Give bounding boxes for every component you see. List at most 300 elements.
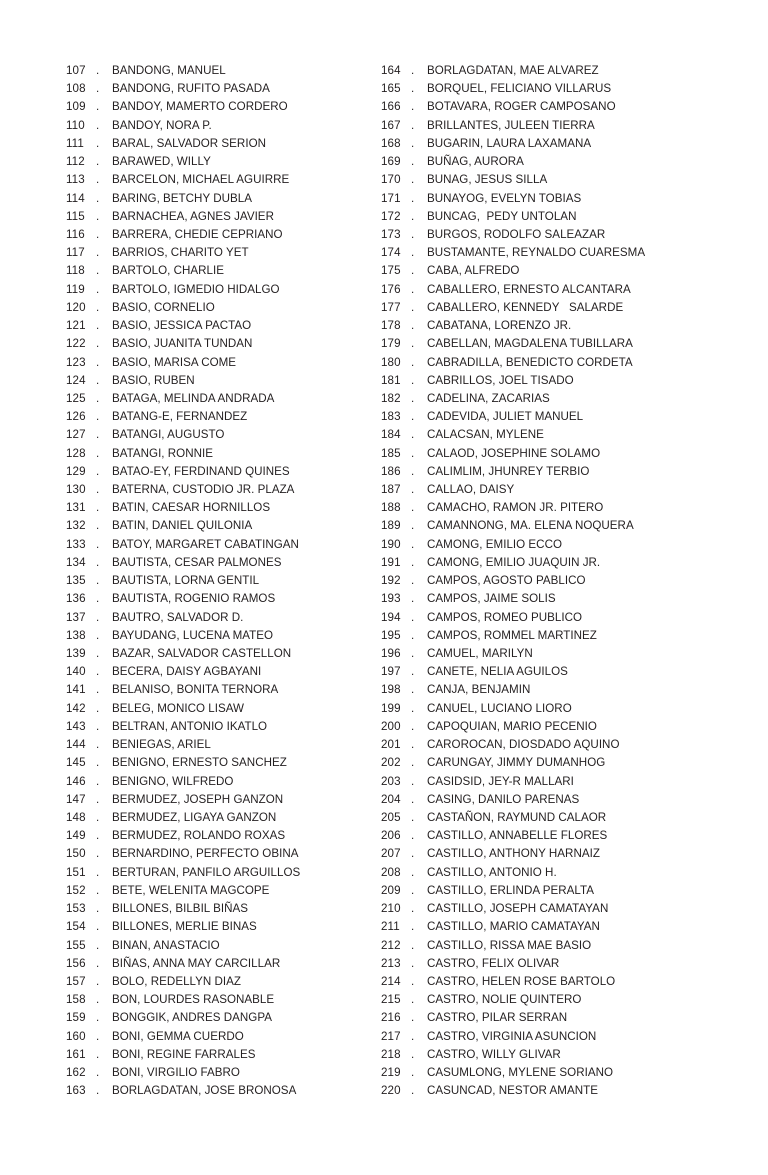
name-list-row [381, 918, 711, 936]
entry-separator: . [96, 592, 100, 606]
entry-number: 188 [381, 501, 401, 515]
entry-number: 161 [66, 1047, 86, 1061]
entry-separator: . [96, 865, 100, 879]
entry-number: 128 [66, 446, 86, 460]
entry-name: CABRILLOS, JOEL TISADO [427, 373, 574, 387]
entry-name: CASTAÑON, RAYMUND CALAOR [427, 810, 607, 824]
entry-number: 197 [381, 665, 401, 679]
name-list-row [381, 335, 711, 353]
entry-number: 201 [381, 738, 401, 752]
entry-number: 108 [66, 82, 86, 96]
name-list-row [381, 773, 711, 791]
name-list-row [66, 991, 381, 1009]
entry-number: 158 [66, 993, 86, 1007]
entry-number: 116 [66, 227, 85, 241]
name-list-row [381, 62, 711, 80]
entry-number: 157 [66, 974, 86, 988]
entry-name: BASIO, CORNELIO [112, 300, 215, 314]
entry-separator: . [96, 191, 100, 205]
entry-separator: . [411, 483, 415, 497]
entry-name: BELTRAN, ANTONIO IKATLO [112, 719, 268, 733]
entry-separator: . [96, 300, 100, 314]
entry-separator: . [96, 756, 100, 770]
entry-separator: . [96, 974, 100, 988]
entry-separator: . [96, 155, 100, 169]
name-list-row [381, 499, 711, 517]
entry-name: BARRERA, CHEDIE CEPRIANO [112, 227, 283, 241]
entry-name: BONI, REGINE FARRALES [112, 1047, 256, 1061]
name-list-row [381, 208, 711, 226]
entry-number: 194 [381, 610, 401, 624]
entry-name: CASTRO, NOLIE QUINTERO [427, 993, 582, 1007]
entry-separator: . [96, 391, 100, 405]
entry-name: CASTRO, VIRGINIA ASUNCION [427, 1029, 597, 1043]
entry-separator: . [96, 574, 100, 588]
entry-separator: . [96, 537, 100, 551]
entry-separator: . [411, 191, 415, 205]
entry-number: 117 [66, 246, 85, 260]
entry-separator: . [411, 701, 415, 715]
entry-name: BOLO, REDELLYN DIAZ [112, 974, 242, 988]
entry-separator: . [411, 1011, 415, 1025]
name-list-row [381, 390, 711, 408]
entry-name: BUGARIN, LAURA LAXAMANA [427, 136, 592, 150]
entry-name: BILLONES, MERLIE BINAS [112, 920, 257, 934]
name-list-row [66, 791, 381, 809]
entry-name: BINAN, ANASTACIO [112, 938, 220, 952]
name-list-row [66, 754, 381, 772]
name-list-row [381, 171, 711, 189]
entry-name: CABELLAN, MAGDALENA TUBILLARA [427, 337, 633, 351]
entry-name: BORLAGDATAN, MAE ALVAREZ [427, 64, 599, 77]
entry-separator: . [96, 118, 100, 132]
entry-number: 169 [381, 155, 401, 169]
entry-number: 141 [66, 683, 86, 697]
entry-name: BATANGI, RONNIE [112, 446, 214, 460]
entry-name: BAUTISTA, ROGENIO RAMOS [112, 592, 276, 606]
entry-number: 177 [381, 300, 401, 314]
entry-number: 149 [66, 829, 86, 843]
name-list-row [66, 390, 381, 408]
entry-number: 220 [381, 1084, 401, 1098]
entry-separator: . [411, 810, 415, 824]
name-list-row [66, 663, 381, 681]
entry-number: 212 [381, 938, 401, 952]
entry-separator: . [96, 774, 100, 788]
name-list-row [381, 845, 711, 863]
entry-number: 171 [381, 191, 401, 205]
name-list-row [381, 645, 711, 663]
entry-number: 129 [66, 464, 86, 478]
entry-name: CAMUEL, MARILYN [427, 647, 533, 660]
name-list-row [381, 882, 711, 900]
entry-separator: . [411, 628, 415, 642]
entry-name: BASIO, RUBEN [112, 373, 195, 387]
entry-separator: . [96, 610, 100, 624]
entry-separator: . [96, 829, 100, 843]
entry-number: 139 [66, 647, 86, 660]
entry-name: CAMPOS, ROMEO PUBLICO [427, 610, 583, 624]
entry-separator: . [411, 173, 415, 187]
entry-name: CALAOD, JOSEPHINE SOLAMO [427, 446, 601, 460]
name-list-row [66, 1028, 381, 1046]
name-list-row [381, 809, 711, 827]
entry-name: CABA, ALFREDO [427, 264, 520, 278]
entry-name: CADELINA, ZACARIAS [427, 391, 550, 405]
entry-separator: . [411, 537, 415, 551]
entry-separator: . [411, 938, 415, 952]
name-list-row [381, 754, 711, 772]
entry-separator: . [96, 665, 100, 679]
entry-separator: . [96, 920, 100, 934]
entry-number: 208 [381, 865, 401, 879]
entry-separator: . [411, 464, 415, 478]
entry-name: BECERA, DAISY AGBAYANI [112, 665, 262, 679]
entry-name: CALACSAN, MYLENE [427, 428, 544, 442]
name-list-row [381, 736, 711, 754]
entry-name: CASTILLO, ANTONIO H. [427, 865, 557, 879]
entry-name: CARUNGAY, JIMMY DUMANHOG [427, 756, 606, 770]
name-list-row [66, 408, 381, 426]
entry-number: 142 [66, 701, 86, 715]
name-list-row [66, 918, 381, 936]
entry-separator: . [96, 1011, 100, 1025]
entry-number: 140 [66, 665, 86, 679]
entry-name: BUNAG, JESUS SILLA [427, 173, 548, 187]
entry-name: BORLAGDATAN, JOSE BRONOSA [112, 1084, 297, 1098]
entry-separator: . [411, 665, 415, 679]
entry-name: BAZAR, SALVADOR CASTELLON [112, 647, 292, 660]
entry-number: 126 [66, 410, 86, 424]
entry-name: CASING, DANILO PARENAS [427, 792, 580, 806]
name-list-row [381, 445, 711, 463]
entry-separator: . [96, 227, 100, 241]
entry-number: 189 [381, 519, 401, 533]
entry-name: CALIMLIM, JHUNREY TERBIO [427, 464, 590, 478]
entry-number: 125 [66, 391, 86, 405]
name-list-row [66, 627, 381, 645]
entry-separator: . [96, 683, 100, 697]
entry-number: 135 [66, 574, 86, 588]
entry-separator: . [96, 792, 100, 806]
entry-name: CASTILLO, RISSA MAE BASIO [427, 938, 592, 952]
entry-number: 195 [381, 628, 401, 642]
name-list-row [66, 80, 381, 98]
name-list-row [66, 681, 381, 699]
entry-separator: . [96, 410, 100, 424]
entry-number: 176 [381, 282, 401, 296]
name-list-row [66, 736, 381, 754]
entry-separator: . [96, 282, 100, 296]
entry-separator: . [411, 227, 415, 241]
entry-number: 118 [66, 264, 85, 278]
entry-separator: . [96, 555, 100, 569]
entry-separator: . [411, 956, 415, 970]
entry-number: 192 [381, 574, 401, 588]
entry-name: CASTILLO, JOSEPH CAMATAYAN [427, 902, 609, 916]
entry-name: BORQUEL, FELICIANO VILLARUS [427, 82, 612, 96]
entry-name: BARCELON, MICHAEL AGUIRRE [112, 173, 290, 187]
entry-name: BERMUDEZ, ROLANDO ROXAS [112, 829, 286, 843]
name-list-row [381, 1064, 711, 1082]
name-list-row [381, 627, 711, 645]
name-list-row [66, 590, 381, 608]
entry-separator: . [411, 100, 415, 114]
entry-name: BRILLANTES, JULEEN TIERRA [427, 118, 595, 132]
entry-name: CASUNCAD, NESTOR AMANTE [427, 1084, 598, 1098]
entry-separator: . [411, 683, 415, 697]
entry-separator: . [411, 555, 415, 569]
entry-number: 175 [381, 264, 401, 278]
entry-separator: . [96, 847, 100, 861]
entry-separator: . [411, 300, 415, 314]
entry-separator: . [411, 246, 415, 260]
entry-separator: . [411, 1047, 415, 1061]
entry-number: 154 [66, 920, 86, 934]
entry-number: 123 [66, 355, 86, 369]
entry-name: CANJA, BENJAMIN [427, 683, 531, 697]
entry-separator: . [411, 865, 415, 879]
entry-number: 198 [381, 683, 401, 697]
entry-name: BIÑAS, ANNA MAY CARCILLAR [112, 956, 281, 970]
entry-name: CASTILLO, MARIO CAMATAYAN [427, 920, 600, 934]
entry-separator: . [96, 719, 100, 733]
entry-number: 124 [66, 373, 86, 387]
entry-number: 164 [381, 64, 401, 77]
name-list-row [66, 226, 381, 244]
entry-number: 203 [381, 774, 401, 788]
entry-name: CABALLERO, ERNESTO ALCANTARA [427, 282, 631, 296]
entry-number: 165 [381, 82, 401, 96]
entry-name: BONI, GEMMA CUERDO [112, 1029, 244, 1043]
entry-separator: . [96, 738, 100, 752]
entry-number: 211 [381, 920, 400, 934]
name-list-row [381, 536, 711, 554]
entry-number: 131 [66, 501, 86, 515]
entry-name: CASTRO, PILAR SERRAN [427, 1011, 568, 1025]
entry-number: 150 [66, 847, 86, 861]
entry-number: 215 [381, 993, 401, 1007]
entry-name: BATIN, CAESAR HORNILLOS [112, 501, 271, 515]
name-list-row [66, 372, 381, 390]
entry-number: 200 [381, 719, 401, 733]
entry-separator: . [96, 464, 100, 478]
name-list-row [66, 481, 381, 499]
name-list-row [381, 226, 711, 244]
entry-number: 156 [66, 956, 86, 970]
entry-name: BERMUDEZ, JOSEPH GANZON [112, 792, 284, 806]
entry-name: CASUMLONG, MYLENE SORIANO [427, 1066, 614, 1080]
entry-name: BATIN, DANIEL QUILONIA [112, 519, 253, 533]
entry-number: 144 [66, 738, 86, 752]
entry-separator: . [411, 756, 415, 770]
entry-number: 160 [66, 1029, 86, 1043]
name-list-row [381, 244, 711, 262]
entry-separator: . [411, 883, 415, 897]
entry-number: 185 [381, 446, 401, 460]
entry-separator: . [96, 883, 100, 897]
entry-separator: . [96, 938, 100, 952]
name-list-row [66, 973, 381, 991]
entry-name: BETE, WELENITA MAGCOPE [112, 883, 270, 897]
name-list-area [0, 62, 768, 1100]
entry-number: 148 [66, 810, 86, 824]
entry-separator: . [96, 319, 100, 333]
entry-name: BURGOS, RODOLFO SALEAZAR [427, 227, 606, 241]
name-list-row [66, 845, 381, 863]
entry-number: 134 [66, 555, 86, 569]
entry-separator: . [411, 319, 415, 333]
entry-separator: . [96, 1029, 100, 1043]
entry-number: 145 [66, 756, 86, 770]
name-list-row [66, 955, 381, 973]
entry-name: BERNARDINO, PERFECTO OBINA [112, 847, 299, 861]
name-list-row [381, 1028, 711, 1046]
entry-name: BONGGIK, ANDRES DANGPA [112, 1011, 272, 1025]
entry-name: BASIO, JESSICA PACTAO [112, 319, 252, 333]
name-list-row [381, 609, 711, 627]
name-list-row [66, 335, 381, 353]
entry-name: BARTOLO, CHARLIE [112, 264, 225, 278]
entry-number: 179 [381, 337, 401, 351]
entry-number: 143 [66, 719, 86, 733]
entry-separator: . [411, 847, 415, 861]
name-list-row [381, 1082, 711, 1100]
entry-number: 178 [381, 319, 401, 333]
entry-name: BELEG, MONICO LISAW [112, 701, 245, 715]
entry-number: 214 [381, 974, 401, 988]
entry-separator: . [411, 738, 415, 752]
entry-name: BUÑAG, AURORA [427, 155, 524, 169]
entry-number: 112 [66, 155, 85, 169]
entry-separator: . [411, 902, 415, 916]
entry-separator: . [411, 1084, 415, 1098]
entry-name: BON, LOURDES RASONABLE [112, 993, 275, 1007]
entry-number: 184 [381, 428, 401, 442]
name-list-row [381, 864, 711, 882]
entry-name: CADEVIDA, JULIET MANUEL [427, 410, 584, 424]
entry-number: 181 [381, 373, 401, 387]
entry-name: CAMPOS, ROMMEL MARTINEZ [427, 628, 597, 642]
name-list-row [381, 408, 711, 426]
entry-number: 172 [381, 209, 401, 223]
name-list-row [381, 135, 711, 153]
entry-name: BARAL, SALVADOR SERION [112, 136, 266, 150]
entry-number: 166 [381, 100, 401, 114]
entry-name: BATOY, MARGARET CABATINGAN [112, 537, 299, 551]
entry-number: 210 [381, 902, 401, 916]
entry-separator: . [96, 428, 100, 442]
entry-separator: . [96, 810, 100, 824]
entry-name: BATANGI, AUGUSTO [112, 428, 225, 442]
entry-number: 146 [66, 774, 86, 788]
entry-number: 217 [381, 1029, 401, 1043]
name-list-row [381, 262, 711, 280]
entry-separator: . [96, 956, 100, 970]
entry-separator: . [411, 1029, 415, 1043]
entry-number: 182 [381, 391, 401, 405]
entry-number: 113 [66, 173, 85, 187]
entry-number: 180 [381, 355, 401, 369]
entry-separator: . [411, 993, 415, 1007]
entry-separator: . [411, 574, 415, 588]
entry-name: CAMONG, EMILIO JUAQUIN JR. [427, 555, 601, 569]
entry-number: 204 [381, 792, 401, 806]
name-list-row [381, 827, 711, 845]
name-list-row [66, 262, 381, 280]
entry-separator: . [96, 501, 100, 515]
entry-separator: . [411, 155, 415, 169]
name-list-row [66, 463, 381, 481]
name-list-row [381, 1046, 711, 1064]
name-list-row [381, 955, 711, 973]
entry-separator: . [96, 246, 100, 260]
entry-number: 219 [381, 1066, 401, 1080]
entry-separator: . [411, 446, 415, 460]
entry-number: 114 [66, 191, 85, 205]
entry-number: 109 [66, 100, 86, 114]
name-list-row [66, 135, 381, 153]
name-list-row [66, 354, 381, 372]
entry-separator: . [96, 701, 100, 715]
entry-name: BATAGA, MELINDA ANDRADA [112, 391, 275, 405]
entry-name: CABATANA, LORENZO JR. [427, 319, 572, 333]
entry-name: BARING, BETCHY DUBLA [112, 191, 252, 205]
entry-number: 193 [381, 592, 401, 606]
name-list-row [66, 62, 381, 80]
entry-separator: . [96, 446, 100, 460]
name-list-row [381, 317, 711, 335]
name-list-row [66, 244, 381, 262]
entry-number: 205 [381, 810, 401, 824]
name-list-row [66, 773, 381, 791]
entry-separator: . [96, 337, 100, 351]
name-list-row [381, 80, 711, 98]
entry-number: 162 [66, 1066, 86, 1080]
entry-separator: . [96, 264, 100, 278]
entry-name: BAYUDANG, LUCENA MATEO [112, 628, 274, 642]
entry-number: 111 [66, 136, 84, 150]
entry-separator: . [96, 100, 100, 114]
name-list-row [66, 718, 381, 736]
entry-number: 121 [66, 319, 86, 333]
name-list-row [381, 937, 711, 955]
entry-number: 196 [381, 647, 401, 660]
entry-name: BERTURAN, PANFILO ARGUILLOS [112, 865, 301, 879]
name-list-row [381, 572, 711, 590]
entry-name: BONI, VIRGILIO FABRO [112, 1066, 240, 1080]
entry-name: BANDONG, MANUEL [112, 64, 226, 77]
entry-separator: . [96, 355, 100, 369]
entry-separator: . [411, 774, 415, 788]
entry-number: 136 [66, 592, 86, 606]
entry-name: BASIO, MARISA COME [112, 355, 237, 369]
entry-separator: . [411, 337, 415, 351]
entry-name: CABALLERO, KENNEDY SALARDE [427, 300, 624, 314]
name-list-row [66, 864, 381, 882]
entry-number: 115 [66, 209, 85, 223]
entry-separator: . [411, 592, 415, 606]
name-list-row [381, 190, 711, 208]
entry-separator: . [411, 719, 415, 733]
entry-name: CASTRO, FELIX OLIVAR [427, 956, 560, 970]
entry-separator: . [96, 1066, 100, 1080]
entry-name: BAUTISTA, CESAR PALMONES [112, 555, 282, 569]
entry-name: BATERNA, CUSTODIO JR. PLAZA [112, 483, 295, 497]
entry-name: CASTRO, WILLY GLIVAR [427, 1047, 561, 1061]
entry-number: 107 [66, 64, 86, 77]
entry-number: 153 [66, 902, 86, 916]
